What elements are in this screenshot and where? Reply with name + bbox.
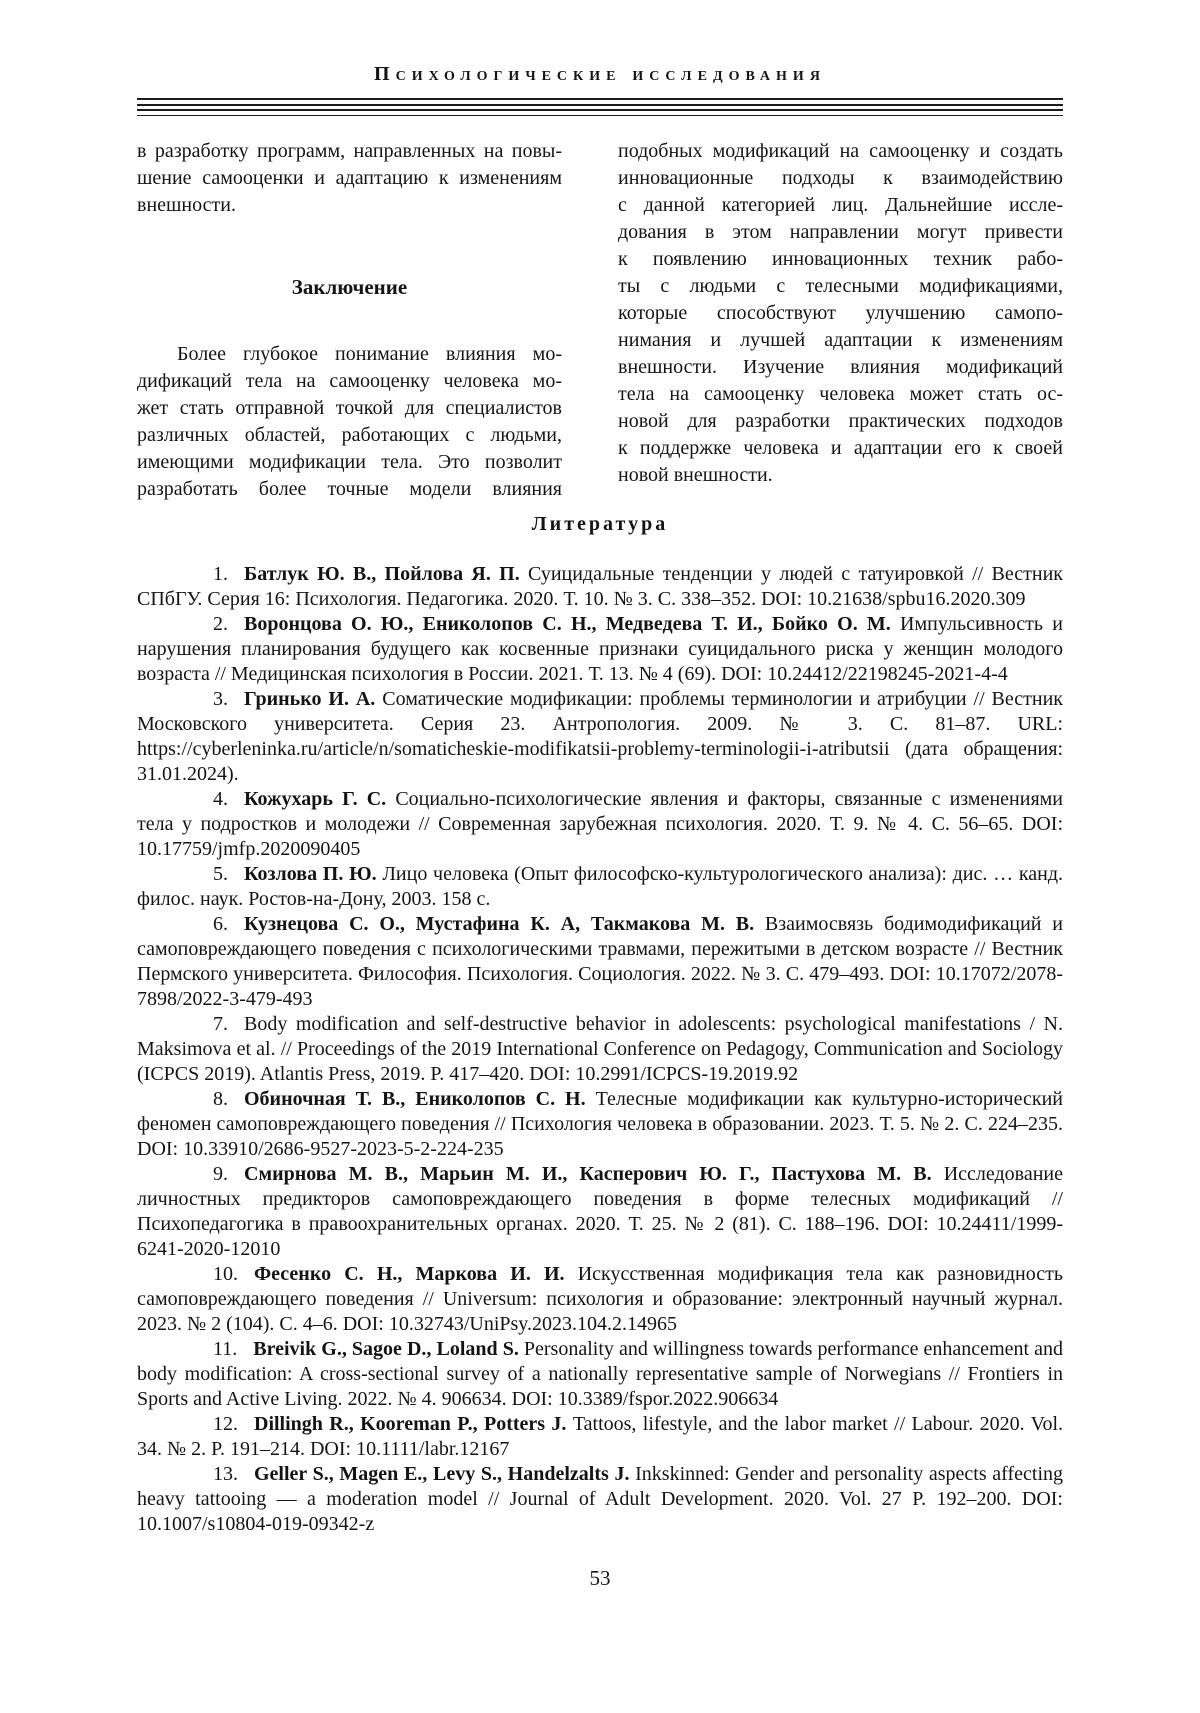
- reference-authors: Geller S., Magen E., Levy S., Handelzalts J.: [254, 1463, 636, 1485]
- text-line: к появлению инновационных техник рабо-: [618, 248, 1063, 270]
- header-rule-top: [137, 98, 1063, 106]
- text-line: имеющими модификации тела. Это позволит: [137, 451, 562, 473]
- reference-number: 10.: [213, 1263, 238, 1285]
- text-line: нимания и лучшей адаптации к изменениям: [618, 329, 1063, 351]
- journal-section-running-head: Психологические исследования: [374, 63, 826, 85]
- reference-number: 11.: [213, 1338, 238, 1360]
- reference-item: 2. Воронцова О. Ю., Ениколопов С. Н., Медведева Т. И., Бойко О. М. Импульсивность и нарушения планирования будущего как косвенные признаки суицидального риска у женщин молодого возраста // Медицинская психология в России. 2021. Т. 13. № 4 (69). DOI: 10.24412/22198245-2021-4-4: [137, 613, 1063, 685]
- reference-item: 8. Обиночная Т. В., Ениколопов С. Н. Телесные модификации как культурно-исторический феномен самоповреждающего поведения // Психология человека в образовании. 2023. Т. 5. № 2. С. 224–235. DOI: 10.33910/2686-9527-2023-5-2-224-235: [137, 1088, 1063, 1160]
- reference-number: 8.: [213, 1088, 228, 1110]
- text-line: тела на самооценку человека может стать ос-: [618, 383, 1063, 405]
- reference-item: 12. Dillingh R., Kooreman P., Potters J. Tattoos, lifestyle, and the labor market // Labour. 2020. Vol. 34. № 2. P. 191–214. DOI: 10.1111/labr.12167: [137, 1413, 1064, 1460]
- document-page: [0, 62, 1200, 1592]
- reference-authors: Гринько И. А.: [244, 688, 383, 710]
- header-divider-rule: [137, 98, 1063, 116]
- reference-number: 2.: [213, 613, 228, 635]
- reference-authors: Кузнецова С. О., Мустафина К. А, Такмакова М. В.: [244, 913, 765, 935]
- text-line: дования в этом направлении могут привести: [618, 221, 1063, 243]
- header-rule-bottom: [137, 109, 1063, 116]
- text-line: внешности.: [137, 194, 236, 216]
- page-number: 53: [589, 1566, 611, 1590]
- reference-authors: Батлук Ю. В., Пойлова Я. П.: [244, 563, 528, 585]
- text-line: с данной категорией лиц. Дальнейшие иссле-: [618, 194, 1063, 216]
- reference-item: 1. Батлук Ю. В., Пойлова Я. П. Суицидальные тенденции у людей с татуировкой // Вестник СПбГУ. Серия 16: Психология. Педагогика. 2020. Т. 10. № 3. С. 338–352. DOI: 10.21638/spbu16.2020.309: [137, 563, 1063, 610]
- reference-authors: Breivik G., Sagoe D., Loland S.: [253, 1338, 524, 1360]
- reference-authors: Фесенко С. Н., Маркова И. И.: [254, 1263, 578, 1285]
- paragraph-continuation: [137, 138, 562, 219]
- reference-item: 7. Body modification and self-destructive behavior in adolescents: psychological manifestations / N. Maksimova et al. // Proceedings of the 2019 International Conference on Pedagogy, Communication and Sociology (ICPCS 2019). Atlantis Press, 2019. P. 417–420. DOI: 10.2991/ICPCS-19.2019.92: [137, 1013, 1063, 1085]
- reference-item: 9. Смирнова М. В., Марьин М. И., Касперович Ю. Г., Пастухова М. В. Исследование личностных предикторов самоповреждающего поведения в форме телесных модификаций // Психопедагогика в правоохранительных органах. 2020. Т. 25. № 2 (81). С. 188–196. DOI: 10.24411/1999-6241-2020-12010: [137, 1163, 1063, 1260]
- reference-number: 1.: [213, 563, 228, 585]
- right-column: [618, 138, 1063, 503]
- reference-number: 4.: [213, 788, 228, 810]
- text-line: подобных модификаций на самооценку и создать: [618, 140, 1063, 162]
- reference-authors: Dillingh R., Kooreman P., Potters J.: [254, 1413, 573, 1435]
- reference-number: 9.: [213, 1163, 228, 1185]
- reference-authors: Обиночная Т. В., Ениколопов С. Н.: [244, 1088, 596, 1110]
- reference-authors: Козлова П. Ю.: [244, 863, 383, 885]
- reference-number: 13.: [213, 1463, 238, 1485]
- reference-item: 5. Козлова П. Ю. Лицо человека (Опыт философско-культурологического анализа): дис. … канд. филос. наук. Ростов-на-Дону, 2003. 158 с.: [137, 863, 1063, 910]
- text-line: разработать более точные модели влияния: [137, 478, 562, 500]
- text-line: новой для разработки практических подходов: [618, 410, 1063, 432]
- text-line: новой внешности.: [618, 464, 773, 486]
- reference-item: 13. Geller S., Magen E., Levy S., Handelzalts J. Inkskinned: Gender and personality aspects affecting heavy tattooing — a moderation model // Journal of Adult Development. 2020. Vol. 27 P. 192–200. DOI: 10.1007/s10804-019-09342-z: [137, 1463, 1064, 1535]
- reference-item: 3. Гринько И. А. Соматические модификации: проблемы терминологии и атрибуции // Вестник Московского университета. Серия 23. Антропология. 2009. № 3. С. 81–87. URL: https://cyberleninka.ru/article/n/somaticheskie-modifikatsii-problemy-terminologii-i-atributsii (дата обращения: 31.01.2024).: [137, 688, 1063, 785]
- conclusion-paragraph: [137, 341, 562, 503]
- text-line: жет стать отправной точкой для специалистов: [137, 397, 562, 419]
- references-list: [137, 562, 1063, 1537]
- text-line: дификаций тела на самооценку человека мо-: [137, 370, 562, 392]
- reference-number: 6.: [213, 913, 228, 935]
- text-line: различных областей, работающих с людьми,: [137, 424, 562, 446]
- reference-item: 4. Кожухарь Г. С. Социально-психологические явления и факторы, связанные с изменениями тела у подростков и молодежи // Современная зарубежная психология. 2020. Т. 9. № 4. С. 56–65. DOI: 10.17759/jmfp.2020090405: [137, 788, 1064, 860]
- two-column-body: [137, 138, 1063, 503]
- reference-authors: Кожухарь Г. С.: [244, 788, 396, 810]
- reference-item: 6. Кузнецова С. О., Мустафина К. А, Такмакова М. В. Взаимосвязь бодимодификаций и самоповреждающего поведения с психологическими травмами, пережитыми в детском возрасте // Вестник Пермского университета. Философия. Психология. Социология. 2022. № 3. С. 479–493. DOI: 10.17072/2078-7898/2022-3-479-493: [137, 913, 1063, 1010]
- text-line: в разработку программ, направленных на повы-: [137, 140, 562, 162]
- text-line: ты с людьми с телесными модификациями,: [618, 275, 1063, 297]
- reference-authors: Смирнова М. В., Марьин М. И., Касперович Ю. Г., Пастухова М. В.: [244, 1163, 944, 1185]
- text-line: Более глубокое понимание влияния мо-: [177, 343, 562, 365]
- text-line: внешности. Изучение влияния модификаций: [618, 356, 1063, 378]
- left-column: [137, 138, 562, 503]
- reference-number: 3.: [213, 688, 228, 710]
- reference-authors: Воронцова О. Ю., Ениколопов С. Н., Медведева Т. И., Бойко О. М.: [244, 613, 901, 635]
- text-line: которые способствуют улучшению самопо-: [618, 302, 1063, 324]
- reference-item: 10. Фесенко С. Н., Маркова И. И. Искусственная модификация тела как разновидность самоповреждающего поведения // Universum: психология и образование: электронный научный журнал. 2023. № 2 (104). С. 4–6. DOI: 10.32743/UniPsy.2023.104.2.14965: [137, 1263, 1063, 1335]
- reference-number: 7.: [213, 1013, 228, 1035]
- reference-number: 5.: [213, 863, 228, 885]
- text-line: шение самооценки и адаптацию к изменениям: [137, 167, 562, 189]
- literature-heading: Литература: [531, 513, 669, 535]
- reference-number: 12.: [213, 1413, 238, 1435]
- reference-item: 11. Breivik G., Sagoe D., Loland S. Personality and willingness towards performance enhancement and body modification: A cross-sectional survey of a nationally representative sample of Norwegians // Frontiers in Sports and Active Living. 2022. № 4. 906634. DOI: 10.3389/fspor.2022.906634: [137, 1338, 1063, 1410]
- text-line: к поддержке человека и адаптации его к своей: [618, 437, 1063, 459]
- text-line: инновационные подходы к взаимодействию: [618, 167, 1063, 189]
- conclusion-heading: Заключение: [291, 275, 408, 299]
